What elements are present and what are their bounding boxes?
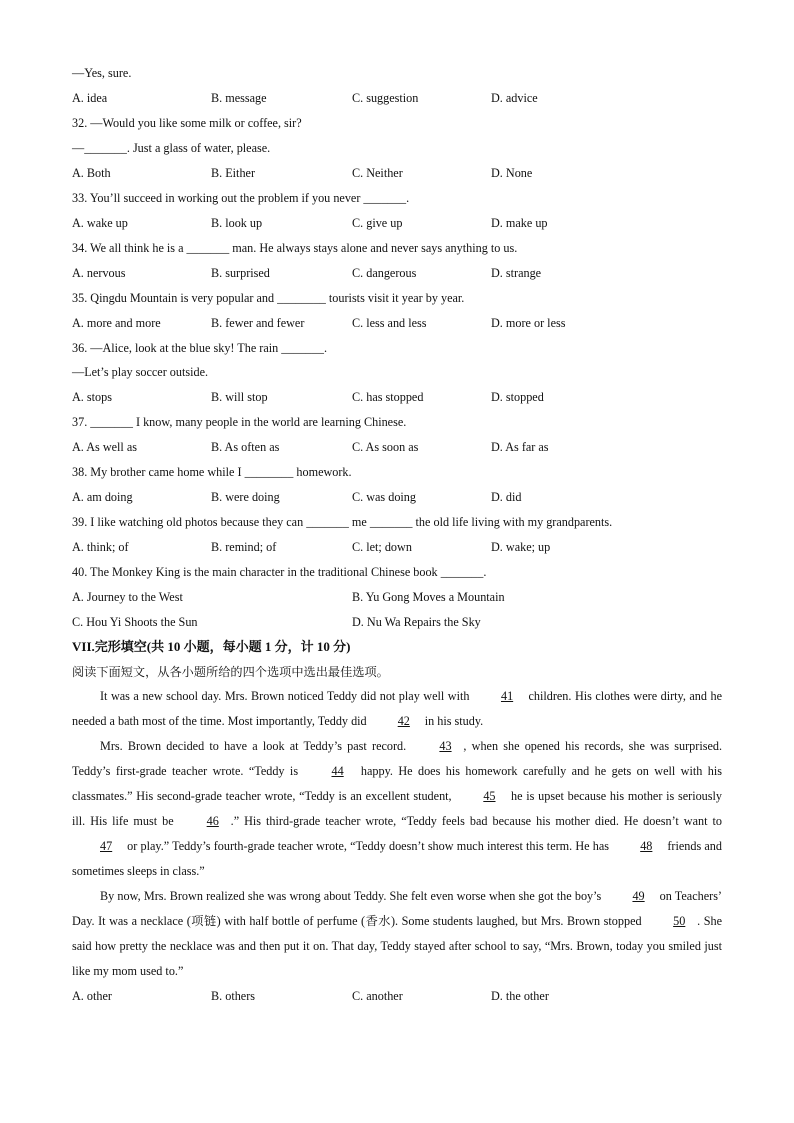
blank-50: 50 [673,914,686,928]
option-d: D. As far as [491,440,549,454]
passage-text: , when she opened his records, she was surprised. Teddy’s first-grade teacher wrote. “Teddy is [72,739,722,778]
option-a: A. think; of [72,540,129,554]
section-title: VII.完形填空(共 10 小题，每小题 1 分，计 10 分) [72,639,351,654]
passage-text: he is upset because his mother is seriously ill. His life must be [72,789,722,828]
option-c: C. another [352,989,403,1003]
blank-44: 44 [331,764,344,778]
option-c: C. give up [352,216,403,230]
option-c: C. Neither [352,166,403,180]
passage-paragraph-2 [72,734,722,884]
option-c: C. As soon as [352,440,419,454]
question-stem: 34. We all think he is a _______ man. He always stays alone and never says anything to us. [72,241,518,255]
question-stem: 40. The Monkey King is the main character in the traditional Chinese book _______. [72,565,487,579]
question-stem: 33. You’ll succeed in working out the problem if you never _______. [72,191,410,205]
option-b: B. surprised [211,266,270,280]
blank-42: 42 [397,714,410,728]
option-c: C. suggestion [352,91,419,105]
passage-text: . She said how pretty the necklace was and then put it on. That day, Teddy stayed after school to say, “Mrs. Brown, today you smiled just like my mom used to.” [72,914,722,978]
blank-49: 49 [632,889,645,903]
question-stem: 37. _______ I know, many people in the world are learning Chinese. [72,415,407,429]
option-b: B. Yu Gong Moves a Mountain [352,590,505,604]
blank-41: 41 [500,689,514,703]
option-d: D. did [491,490,522,504]
option-b: B. remind; of [211,540,277,554]
option-b: B. others [211,989,256,1003]
option-d: D. make up [491,216,548,230]
option-b: B. As often as [211,440,280,454]
option-a: A. Journey to the West [72,590,183,604]
passage-text: It was a new school day. Mrs. Brown noticed Teddy did not play well with [100,689,473,703]
option-c: C. Hou Yi Shoots the Sun [72,615,198,629]
passage-text: By now, Mrs. Brown realized she was wrong about Teddy. She felt even worse when she got the boy’s [100,889,605,903]
option-a: A. nervous [72,266,126,280]
option-b: B. look up [211,216,263,230]
passage-paragraph-1 [72,684,722,734]
option-b: B. will stop [211,390,268,404]
passage-text: friends and sometimes sleeps in class.” [72,839,722,878]
option-d: D. more or less [491,316,566,330]
passage-text: or play.” Teddy’s fourth-grade teacher wrote, “Teddy doesn’t show much interest this term. He has [124,839,613,853]
blank-48: 48 [640,839,653,853]
option-c: C. less and less [352,316,427,330]
option-a: A. more and more [72,316,161,330]
section-instruction: 阅读下面短文，从各小题所给的四个选项中选出最佳选项。 [72,665,389,679]
option-a: A. Both [72,166,111,180]
option-b: B. message [211,91,267,105]
option-a: A. am doing [72,490,133,504]
option-b: B. Either [211,166,256,180]
question-dialogue: —Let’s play soccer outside. [72,365,209,379]
passage-text: in his study. [421,714,484,728]
option-d: D. Nu Wa Repairs the Sky [352,615,481,629]
cloze-passage [72,684,722,984]
passage-paragraph-3 [72,884,722,984]
option-c: C. let; down [352,540,412,554]
question-stem: 35. Qingdu Mountain is very popular and ________ tourists visit it year by year. [72,291,465,305]
option-a: A. stops [72,390,112,404]
blank-43: 43 [439,739,452,753]
option-a: A. idea [72,91,108,105]
question-dialogue: —_______. Just a glass of water, please. [72,141,271,155]
option-d: D. advice [491,91,538,105]
option-a: A. As well as [72,440,137,454]
option-a: A. other [72,989,112,1003]
blank-47: 47 [100,839,113,853]
question-stem: 36. —Alice, look at the blue sky! The rain _______. [72,341,327,355]
blank-46: 46 [206,814,219,828]
option-d: D. None [491,166,533,180]
option-d: D. stopped [491,390,544,404]
blank-45: 45 [483,789,496,803]
option-d: D. wake; up [491,540,551,554]
passage-text: children. His clothes were dirty, and he needed a bath most of the time. Most importantly, Teddy did [72,689,722,728]
dialogue-answer: —Yes, sure. [72,66,132,80]
passage-text: happy. He does his homework carefully and he gets on well with his classmates.” His second-grade teacher wrote, “Teddy is an excellent student, [72,764,722,803]
option-b: B. fewer and fewer [211,316,305,330]
option-c: C. dangerous [352,266,417,280]
option-c: C. has stopped [352,390,424,404]
passage-text: .” His third-grade teacher wrote, “Teddy feels bad because his mother died. He doesn’t want to [230,814,722,828]
option-b: B. were doing [211,490,280,504]
question-stem: 32. —Would you like some milk or coffee, sir? [72,116,302,130]
passage-text: on Teachers’ Day. It was a necklace (项链) with half bottle of perfume (香水). Some students laughed, but Mrs. Brown stopped [72,889,722,928]
question-stem: 38. My brother came home while I ________ homework. [72,465,352,479]
option-a: A. wake up [72,216,128,230]
passage-text: Mrs. Brown decided to have a look at Teddy’s past record. [100,739,412,753]
option-c: C. was doing [352,490,416,504]
option-d: D. strange [491,266,542,280]
question-stem: 39. I like watching old photos because they can _______ me _______ the old life living with my grandparents. [72,515,613,529]
option-d: D. the other [491,989,549,1003]
